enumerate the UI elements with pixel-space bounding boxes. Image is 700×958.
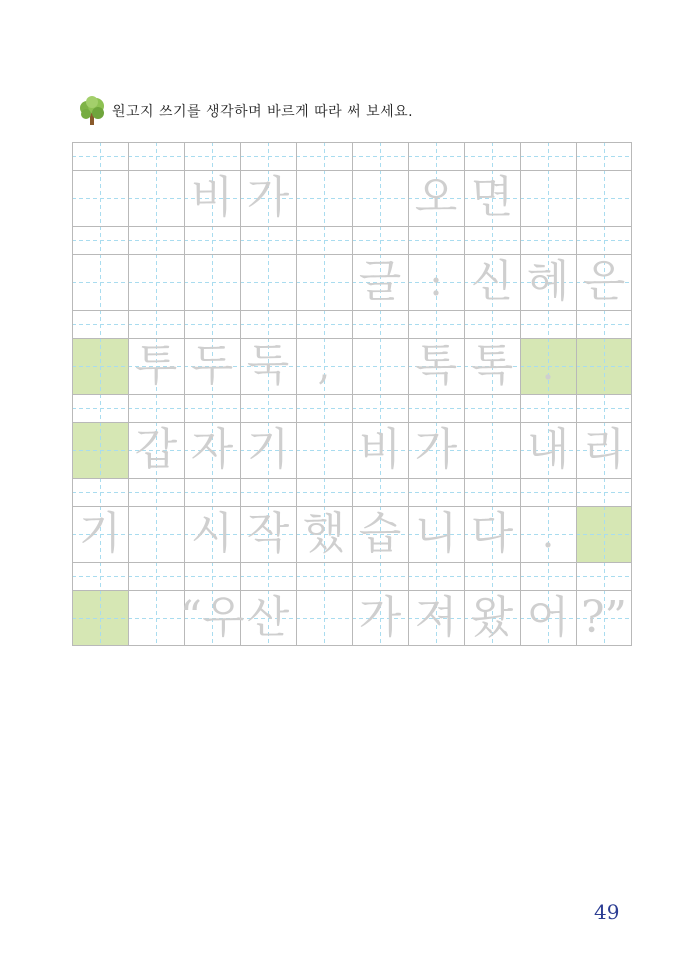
trace-character: 산 <box>246 592 290 643</box>
trace-character: 어 <box>526 592 570 643</box>
trace-character: 가 <box>358 592 402 643</box>
trace-character: . <box>541 511 555 557</box>
trace-character: 혜 <box>526 256 570 307</box>
tree-icon <box>78 96 106 126</box>
grid-lines <box>72 142 632 868</box>
trace-character: 져 <box>414 592 458 643</box>
instruction-text: 원고지 쓰기를 생각하며 바르게 따라 써 보세요. <box>112 104 414 120</box>
trace-character: 내 <box>526 424 570 475</box>
trace-character: 비 <box>190 172 234 223</box>
instruction <box>78 96 413 126</box>
trace-character: 했 <box>302 508 346 559</box>
trace-character: : <box>429 259 443 305</box>
trace-character: “우 <box>179 592 245 643</box>
trace-character: 기 <box>246 424 290 475</box>
trace-character: 다 <box>470 508 514 559</box>
trace-character: 비 <box>358 424 402 475</box>
manuscript-grid <box>72 142 632 868</box>
trace-character: 톡 <box>470 340 514 391</box>
trace-character: 톡 <box>414 340 458 391</box>
trace-character: 은 <box>582 256 626 307</box>
trace-character: 투 <box>134 340 178 391</box>
trace-character: 습 <box>358 508 402 559</box>
page-number: 49 <box>594 900 620 924</box>
trace-character: 신 <box>470 256 514 307</box>
trace-character: 기 <box>78 508 122 559</box>
trace-character: 가 <box>414 424 458 475</box>
trace-character: 가 <box>246 172 290 223</box>
trace-character: 오 <box>414 172 458 223</box>
trace-character: 시 <box>190 508 234 559</box>
trace-character: 작 <box>246 508 290 559</box>
trace-character: ?” <box>580 592 628 643</box>
trace-character: . <box>541 343 555 389</box>
trace-character: 왔 <box>470 592 514 643</box>
trace-character: 둑 <box>246 340 290 391</box>
trace-character: 리 <box>582 424 626 475</box>
trace-character: 니 <box>414 508 458 559</box>
trace-character: 글 <box>358 256 402 307</box>
trace-character: 두 <box>190 340 234 391</box>
trace-character: 갑 <box>134 424 178 475</box>
trace-character: 면 <box>470 172 514 223</box>
trace-character: 자 <box>190 424 234 475</box>
trace-character: , <box>317 343 331 389</box>
